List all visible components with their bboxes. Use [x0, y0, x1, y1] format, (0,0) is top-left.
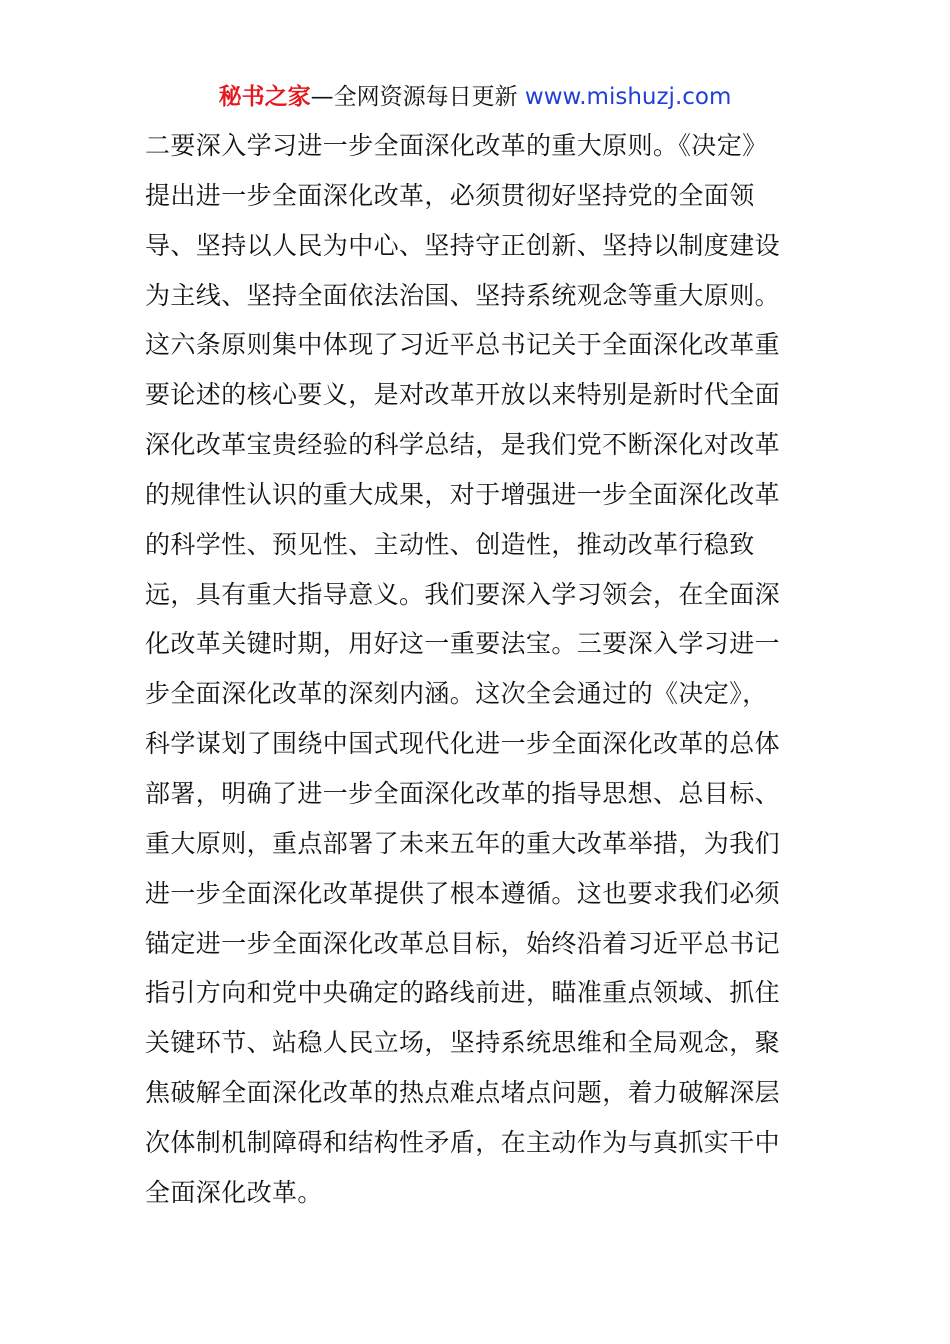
body-text-line: 导、坚持以人民为中心、坚持守正创新、坚持以制度建设 [145, 230, 781, 260]
body-text-line: 这六条原则集中体现了习近平总书记关于全面深化改革重 [145, 330, 781, 360]
body-text-line: 提出进一步全面深化改革，必须贯彻好坚持党的全面领 [145, 180, 755, 210]
site-url-link[interactable]: www.mishuzj.com [524, 84, 732, 110]
page-header [0, 80, 950, 114]
body-text-line: 次体制机制障碍和结构性矛盾，在主动作为与真抓实干中 [145, 1127, 781, 1157]
body-text-line: 二要深入学习进一步全面深化改革的重大原则。《决定》 [145, 131, 768, 160]
body-text-line: 重大原则，重点部署了未来五年的重大改革举措，为我们 [145, 828, 781, 858]
site-brand: 秘书之家 [218, 84, 311, 110]
body-text-line: 全面深化改革。 [145, 1177, 323, 1207]
body-text-line: 关键环节、站稳人民立场，坚持系统思维和全局观念，聚 [145, 1028, 781, 1058]
body-text-line: 指引方向和党中央确定的路线前进，瞄准重点领域、抓住 [145, 978, 781, 1008]
body-text-line: 深化改革宝贵经验的科学总结，是我们党不断深化对改革 [145, 430, 781, 460]
body-text-line: 的规律性认识的重大成果，对于增强进一步全面深化改革 [145, 479, 781, 509]
site-tagline: —全网资源每日更新 [310, 84, 518, 110]
body-text-line: 远，具有重大指导意义。我们要深入学习领会，在全面深 [145, 579, 781, 609]
body-text-line: 锚定进一步全面深化改革总目标，始终沿着习近平总书记 [145, 928, 781, 958]
document-body [145, 121, 810, 1218]
body-text-line: 部署，明确了进一步全面深化改革的指导思想、总目标、 [145, 778, 781, 808]
body-text-line: 为主线、坚持全面依法治国、坚持系统观念等重大原则。 [145, 280, 781, 310]
body-text-line: 化改革关键时期，用好这一重要法宝。三要深入学习进一 [145, 629, 781, 659]
body-text-line: 步全面深化改革的深刻内涵。这次全会通过的《决定》， [145, 679, 768, 709]
body-text-line: 要论述的核心要义，是对改革开放以来特别是新时代全面 [145, 380, 781, 410]
body-text-line: 焦破解全面深化改革的热点难点堵点问题，着力破解深层 [145, 1078, 781, 1108]
body-text-line: 科学谋划了围绕中国式现代化进一步全面深化改革的总体 [145, 729, 781, 759]
body-text-line: 进一步全面深化改革提供了根本遵循。这也要求我们必须 [145, 878, 781, 908]
body-text-line: 的科学性、预见性、主动性、创造性，推动改革行稳致 [145, 529, 755, 559]
